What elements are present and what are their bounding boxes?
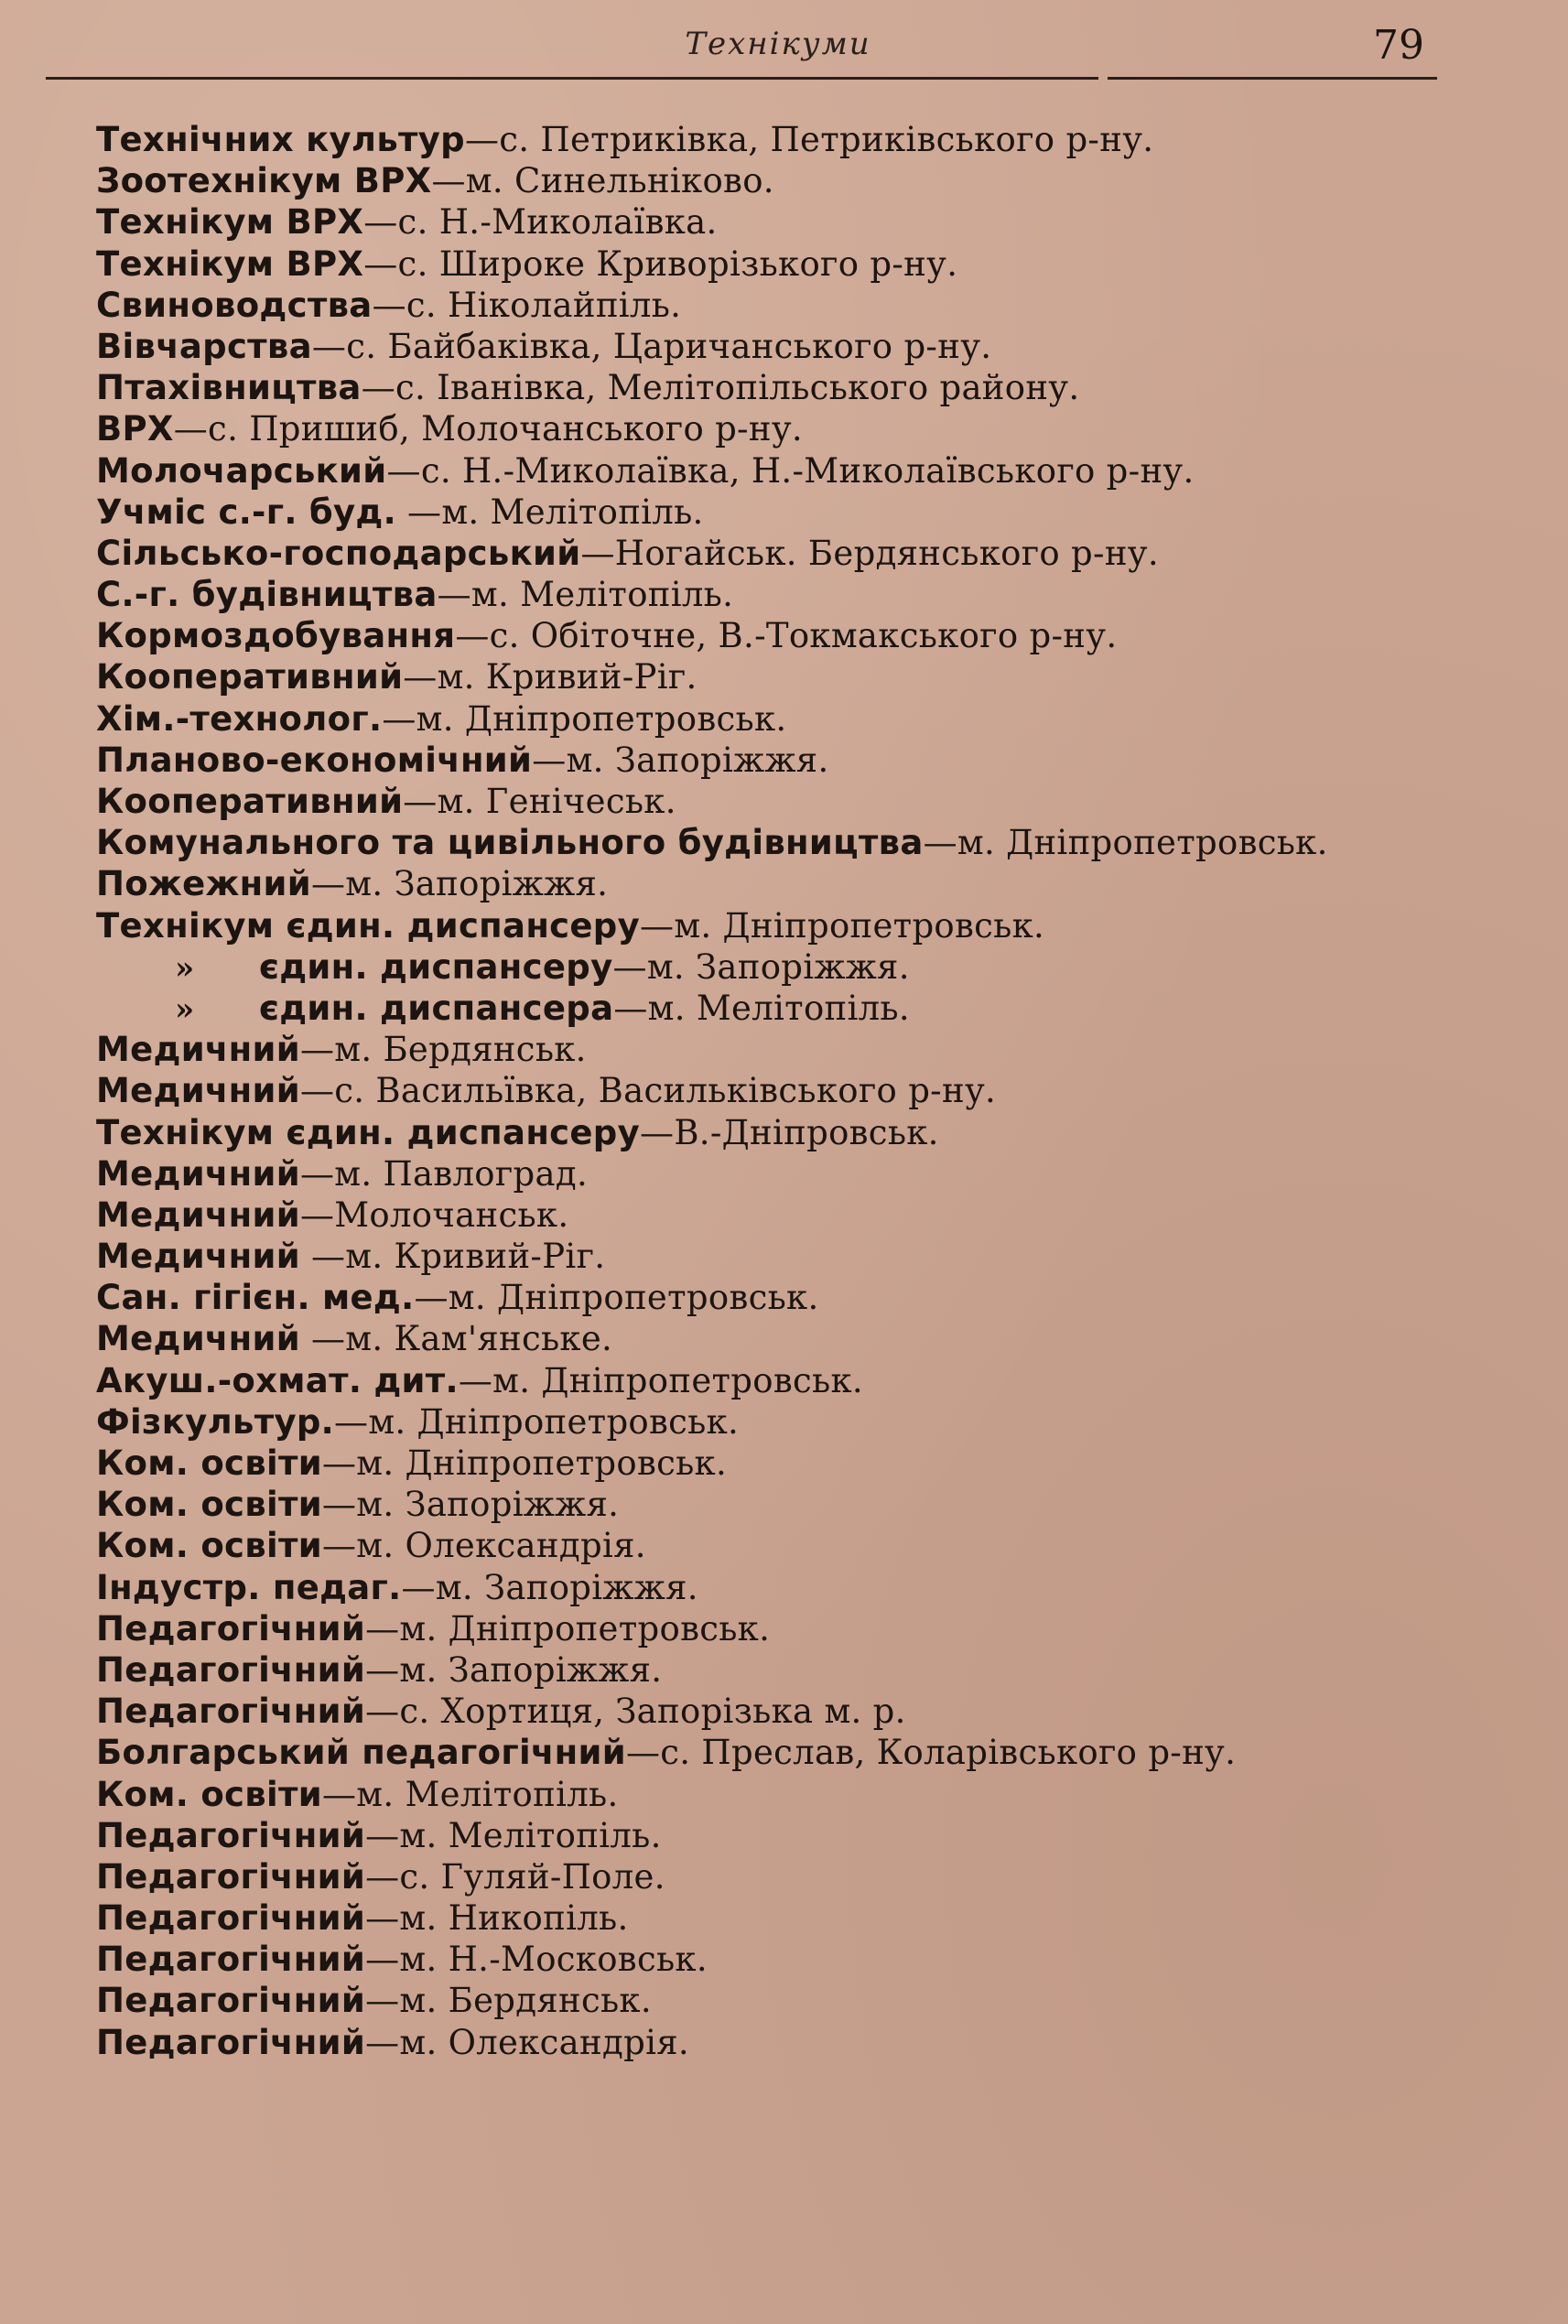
institution-name: Технікум ВРХ <box>96 202 364 243</box>
institution-location: —м. Мелітопіль. <box>321 1774 619 1814</box>
list-item <box>96 988 1451 1029</box>
list-item <box>96 1691 1451 1732</box>
institution-name: Ком. освіти <box>96 1526 322 1566</box>
list-item <box>96 160 1451 201</box>
header-rule-left <box>46 77 1098 80</box>
institution-name: Педагогічний <box>96 2022 366 2062</box>
institution-name: Птахівництва <box>96 368 362 408</box>
institution-location: —м. Н.-Московськ. <box>365 1940 708 1980</box>
list-item <box>96 326 1451 367</box>
institution-location: —м. Мелітопіль. <box>437 575 734 615</box>
institution-location: —с. Гуляй-Поле. <box>365 1856 665 1897</box>
institution-name: Ком. освіти <box>96 1774 322 1814</box>
list-item <box>96 1608 1451 1649</box>
institution-location: —м. Кривий-Ріг. <box>299 1237 606 1277</box>
institution-location: —с. Петриківка, Петриківського р-ну. <box>464 120 1154 159</box>
list-item <box>96 492 1451 533</box>
institution-location: —м. Бердянськ. <box>299 1030 587 1070</box>
institution-name: Педагогічний <box>96 1649 366 1690</box>
list-item <box>96 1318 1451 1359</box>
institution-location: —м. Мелітопіль. <box>613 988 910 1028</box>
list-item <box>96 450 1451 492</box>
list-item <box>96 1484 1451 1525</box>
institution-location: —Молочанськ. <box>299 1194 569 1235</box>
list-item <box>96 1897 1451 1939</box>
list-item <box>96 533 1451 574</box>
list-item <box>96 1194 1451 1236</box>
list-item <box>96 1939 1451 1980</box>
institution-location: —м. Запоріжжя. <box>612 946 910 987</box>
institution-name: Педагогічний <box>96 1692 366 1732</box>
page-number: 79 <box>1373 22 1424 69</box>
list-item <box>96 1153 1451 1194</box>
running-head: Технікуми <box>685 26 871 62</box>
list-item <box>96 740 1451 781</box>
header-rule-right <box>1108 77 1437 80</box>
list-item <box>96 2022 1451 2063</box>
list-item <box>96 1649 1451 1691</box>
list-item <box>96 781 1451 822</box>
institution-name: Болгарський педагогічний <box>96 1733 626 1773</box>
list-item <box>96 1980 1451 2021</box>
institution-location: —м. Дніпропетровськ. <box>382 698 787 739</box>
list-item <box>96 201 1451 243</box>
list-item <box>96 1029 1451 1070</box>
institution-name: Медичний <box>96 1194 300 1235</box>
institution-name: Технічних культур <box>96 120 465 159</box>
institution-list <box>96 119 1451 2063</box>
institution-location: —м. Запоріжжя. <box>321 1485 620 1525</box>
institution-location: —с. Іванівка, Мелітопільського району. <box>361 368 1080 408</box>
institution-location: —м. Мелітопіль. <box>365 1815 662 1855</box>
institution-name: Педагогічний <box>96 1856 366 1897</box>
list-item <box>96 615 1451 656</box>
institution-location: —м. Павлоград. <box>299 1153 589 1194</box>
institution-location: —с. Н.-Миколаївка, Н.-Миколаївського р-ну. <box>386 450 1195 491</box>
list-item <box>96 1360 1451 1401</box>
list-item <box>96 285 1451 326</box>
institution-location: —м. Дніпропетровськ. <box>923 823 1328 863</box>
institution-name: Учміс с.-г. буд. <box>96 492 396 532</box>
institution-location: —м. Бердянськ. <box>365 1981 652 2021</box>
institution-name: Медичний <box>96 1030 300 1070</box>
institution-name: Вівчарства <box>96 326 312 366</box>
institution-location: —м. Мелітопіль. <box>395 492 704 532</box>
institution-location: —с. Хортиця, Запорізька м. р. <box>365 1692 906 1732</box>
institution-location: —м. Запоріжжя. <box>310 864 609 904</box>
institution-location: —с. Преслав, Коларівського р-ну. <box>625 1733 1237 1773</box>
list-item <box>96 1236 1451 1277</box>
institution-location: —с. Ніколайпіль. <box>372 285 682 325</box>
page-header <box>46 18 1437 82</box>
list-item <box>96 656 1451 697</box>
institution-name: Фізкультур. <box>96 1401 335 1442</box>
institution-location: —с. Байбаківка, Царичанського р-ну. <box>311 326 992 366</box>
institution-name: Індустр. педаг. <box>96 1567 402 1607</box>
institution-name: Планово-економічний <box>96 740 533 780</box>
list-item <box>96 1774 1451 1815</box>
institution-name: єдин. диспансеру <box>259 946 613 987</box>
list-item <box>96 863 1451 904</box>
institution-location: —с. Н.-Миколаївка. <box>363 202 718 243</box>
institution-location: —В.-Дніпровськ. <box>640 1112 939 1152</box>
institution-name: Молочарський <box>96 450 387 491</box>
list-item <box>96 1277 1451 1318</box>
institution-location: —м. Дніпропетровськ. <box>458 1360 863 1400</box>
institution-name: Ком. освіти <box>96 1443 322 1483</box>
list-item <box>96 1732 1451 1773</box>
list-item <box>96 1443 1451 1484</box>
institution-name: Сільсько-господарський <box>96 533 581 573</box>
institution-location: —м. Запоріжжя. <box>532 740 829 780</box>
institution-location: —м. Дніпропетровськ. <box>321 1443 728 1483</box>
institution-location: —с. Васильївка, Васильківського р-ну. <box>299 1071 997 1111</box>
institution-location: —м. Дніпропетровськ. <box>365 1608 771 1648</box>
ditto-mark: » <box>175 949 195 987</box>
institution-location: —м. Дніпропетровськ. <box>640 905 1045 946</box>
institution-location: —с. Широке Криворізького р-ну. <box>363 243 958 284</box>
institution-name: Свиноводства <box>96 285 373 325</box>
institution-name: Ком. освіти <box>96 1485 322 1525</box>
institution-name: Педагогічний <box>96 1898 366 1939</box>
institution-name: Медичний <box>96 1153 300 1194</box>
list-item <box>96 905 1451 946</box>
ditto-mark: » <box>175 990 195 1028</box>
institution-location: —м. Олександрія. <box>365 2022 689 2062</box>
institution-name: Технікум єдин. диспансеру <box>96 1112 641 1152</box>
institution-name: Сан. гігієн. мед. <box>96 1278 415 1318</box>
list-item <box>96 822 1451 863</box>
list-item <box>96 243 1451 285</box>
institution-name: Кооперативний <box>96 657 404 697</box>
list-item <box>96 1815 1451 1856</box>
institution-location: —м. Запоріжжя. <box>401 1567 698 1607</box>
institution-name: Зоотехнікум ВРХ <box>96 161 432 201</box>
institution-name: ВРХ <box>96 409 174 449</box>
institution-name: Педагогічний <box>96 1608 366 1648</box>
institution-name: Медичний <box>96 1319 300 1359</box>
institution-name: Педагогічний <box>96 1981 366 2021</box>
institution-name: Кооперативний <box>96 782 404 821</box>
institution-name: Технікум ВРХ <box>96 243 364 284</box>
institution-name: С.-г. будівництва <box>96 575 438 615</box>
institution-location: —м. Запоріжжя. <box>365 1649 663 1690</box>
institution-location: —м. Дніпропетровськ. <box>334 1401 740 1442</box>
institution-location: —м. Генічеськ. <box>403 782 676 821</box>
institution-name: Педагогічний <box>96 1815 366 1855</box>
institution-location: —с. Обіточне, В.-Токмакського р-ну. <box>455 616 1118 656</box>
institution-name: Акуш.-охмат. дит. <box>96 1360 459 1400</box>
institution-name: Кормоздобування <box>96 616 456 656</box>
institution-name: єдин. диспансера <box>259 988 614 1028</box>
list-item <box>96 698 1451 740</box>
list-item <box>96 1070 1451 1111</box>
institution-name: Технікум єдин. диспансеру <box>96 905 641 946</box>
institution-location: —м. Кам'янське. <box>299 1319 613 1359</box>
institution-location: —м. Кривий-Ріг. <box>403 657 697 697</box>
institution-name: Медичний <box>96 1071 300 1111</box>
institution-location: —м. Синельніково. <box>431 161 774 201</box>
list-item <box>96 1112 1451 1153</box>
institution-location: —Ногайськ. Бердянського р-ну. <box>580 533 1159 573</box>
list-item <box>96 1567 1451 1608</box>
list-item <box>96 946 1451 988</box>
list-item <box>96 1856 1451 1897</box>
list-item <box>96 1525 1451 1566</box>
list-item <box>96 408 1451 449</box>
institution-location: —м. Никопіль. <box>365 1898 629 1939</box>
institution-name: Комунального та цивільного будівництва <box>96 823 924 863</box>
list-item <box>96 574 1451 615</box>
institution-location: —с. Пришиб, Молочанського р-ну. <box>173 409 803 449</box>
institution-name: Медичний <box>96 1237 300 1277</box>
institution-location: —м. Олександрія. <box>321 1526 646 1566</box>
institution-name: Хім.-технолог. <box>96 698 383 739</box>
list-item <box>96 119 1451 160</box>
list-item <box>96 1401 1451 1443</box>
institution-name: Пожежний <box>96 864 311 904</box>
institution-location: —м. Дніпропетровськ. <box>414 1278 819 1318</box>
list-item <box>96 367 1451 408</box>
institution-name: Педагогічний <box>96 1940 366 1980</box>
